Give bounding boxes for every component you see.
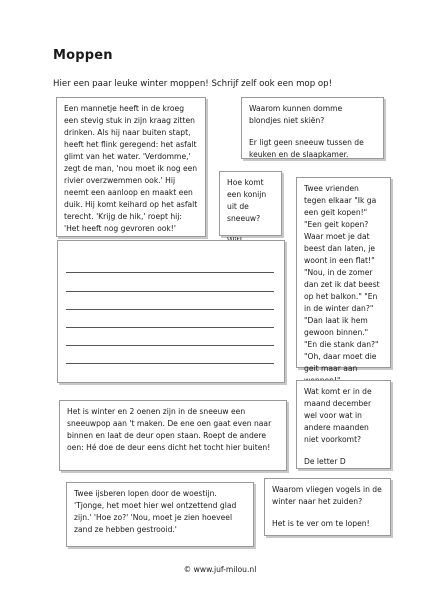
joke-blondjes-answer: Er ligt geen sneeuw tussen de keuken en de slaapkamer. xyxy=(249,138,364,159)
writing-line xyxy=(66,363,274,364)
joke-ijsberen-text: Twee ijsberen lopen door de woestijn. 'Tjonge, het moet hier wel ontzettend glad zijn.' 'Hoe zo?' 'Nou, moet je zien hoeveel zand ze hebben gestrooid.' xyxy=(74,489,237,534)
joke-ijsberen xyxy=(66,482,254,547)
joke-vogels xyxy=(264,478,391,536)
joke-kroeg-text: Een mannetje heeft in de kroeg een stevig stuk in zijn kraag zitten drinken. Als hij naar buiten stapt, heeft het flink geregend: het asfalt glimt van het water. 'Verdomme,' zegt de man, 'nou moet ik nog een rivier overzwemmen ook.' Hij neemt een aanloop en maakt een duik. Hij komt keihard op het asfalt terecht. 'Krijg de hik,' roept hij: 'Het heeft nog gevroren ook!' xyxy=(64,104,198,233)
joke-geit xyxy=(296,177,391,373)
copyright-footer: © www.juf-milou.nl xyxy=(183,565,257,574)
joke-vogels-question: Waarom vliegen vogels in de winter naar het zuiden? xyxy=(272,485,382,506)
joke-kroeg xyxy=(56,97,206,237)
writing-line xyxy=(66,345,274,346)
joke-geit-text: Twee vrienden tegen elkaar "Ik ga een geit kopen!" "Een geit kopen? Waar moet je dat beest dan laten, je woont in een flat!" "Nou, in de zomer dan zet ik dat beest op het balkon." "En in de winter dan?" "Dan laat ik hem gewoon binnen." "En die stank dan?" "Oh, daar moet die geit maar aan xyxy=(304,184,380,373)
writing-line xyxy=(66,272,274,273)
writing-line xyxy=(66,291,274,292)
joke-blondjes-question: Waarom kunnen domme blondjes niet skiën? xyxy=(249,104,343,125)
joke-vogels-answer: Het is te ver om te lopen! xyxy=(272,519,370,528)
joke-oenen xyxy=(59,400,287,471)
write-your-own-joke-area[interactable] xyxy=(57,240,285,383)
writing-line xyxy=(66,309,274,310)
joke-konijn-question: Hoe komt een konijn uit de sneeuw? xyxy=(227,178,267,223)
writing-line xyxy=(66,327,274,328)
joke-blondjes xyxy=(241,97,384,159)
joke-december-question: Wat komt er in de maand december wel voor wat in andere maanden niet voorkomt? xyxy=(304,387,372,444)
joke-konijn xyxy=(219,171,282,236)
joke-oenen-text: Het is winter en 2 oenen zijn in de sneeuw een sneeuwpop aan 't maken. De ene oen gaat even naar binnen en laat de deur open staan. Roept de andere oen: Hé doe de deur eens dicht het tocht hier buiten! xyxy=(67,407,272,452)
joke-december xyxy=(296,380,391,469)
intro-text: Hier een paar leuke winter moppen! Schrijf zelf ook een mop op! xyxy=(53,79,333,89)
joke-december-answer: De letter D xyxy=(304,457,346,466)
page-title: Moppen xyxy=(53,48,113,63)
